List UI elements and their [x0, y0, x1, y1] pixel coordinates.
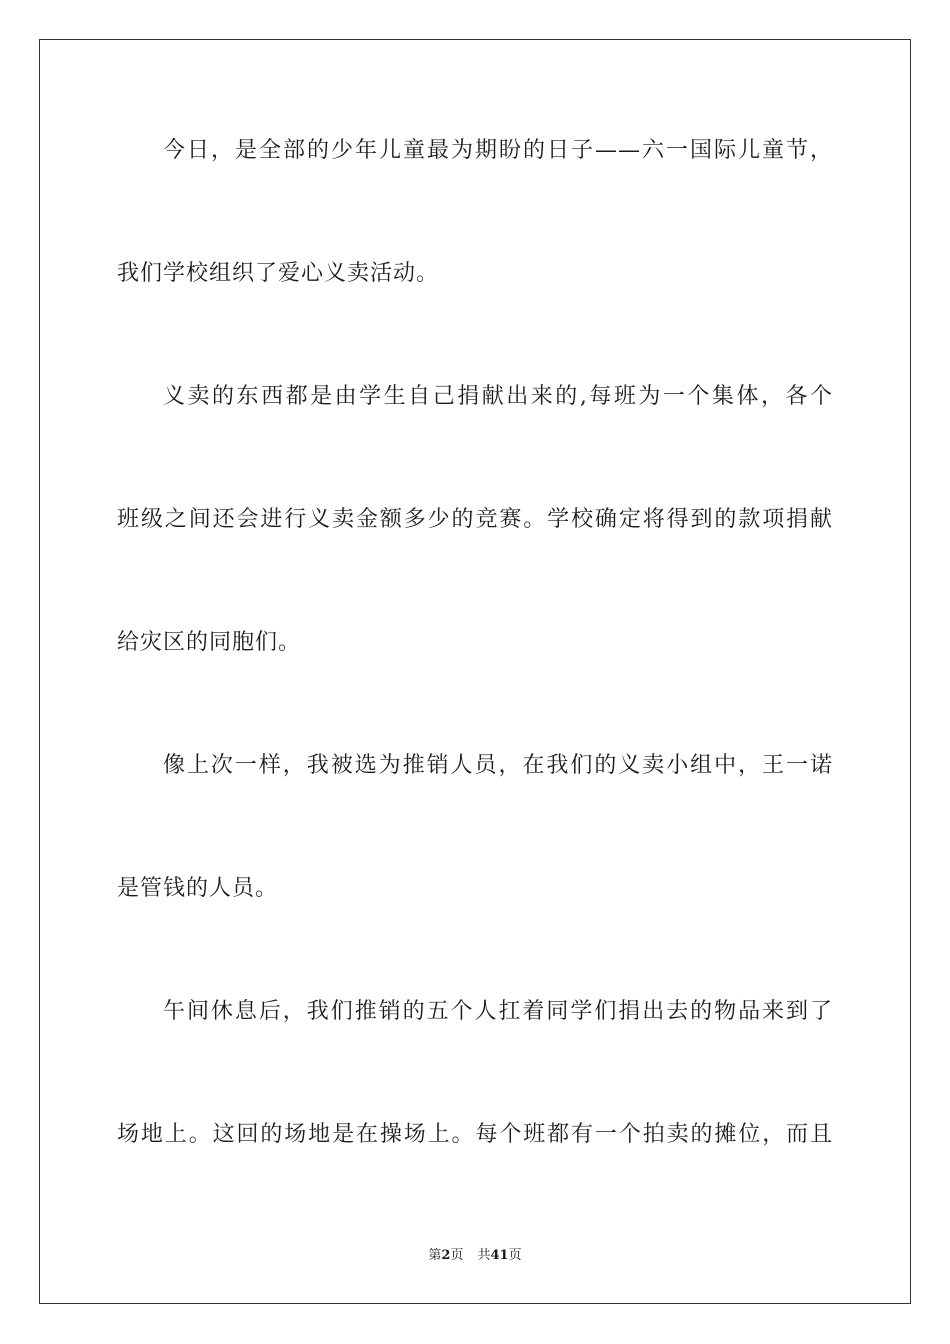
paragraph-2-line-3: 给灾区的同胞们。	[117, 630, 302, 655]
paragraph-2-line-1: 义卖的东西都是由学生自己捐献出来的,每班为一个集体，各个	[163, 384, 833, 409]
total-label-suffix: 页	[508, 1248, 522, 1263]
page-label-suffix: 页	[450, 1248, 464, 1263]
paragraph-1-line-2: 我们学校组织了爱心义卖活动。	[117, 261, 440, 286]
paragraph-3-line-1: 像上次一样，我被选为推销人员，在我们的义卖小组中，王一诺	[163, 753, 833, 778]
page-number: 2	[441, 1248, 451, 1263]
paragraph-2-line-2: 班级之间还会进行义卖金额多少的竞赛。学校确定将得到的款项捐献	[117, 507, 833, 532]
total-label-prefix: 共	[477, 1248, 491, 1263]
paragraph-4-line-2: 场地上。这回的场地是在操场上。每个班都有一个拍卖的摊位，而且	[117, 1122, 833, 1147]
total-pages: 41	[490, 1248, 509, 1263]
paragraph-1-line-1: 今日，是全部的少年儿童最为期盼的日子——六一国际儿童节，	[163, 138, 833, 163]
page-footer	[0, 1247, 950, 1265]
paragraph-3-line-2: 是管钱的人员。	[117, 876, 279, 901]
page-label-prefix: 第	[428, 1248, 442, 1263]
paragraph-4-line-1: 午间休息后，我们推销的五个人扛着同学们捐出去的物品来到了	[163, 999, 833, 1024]
page-border	[39, 39, 911, 1304]
